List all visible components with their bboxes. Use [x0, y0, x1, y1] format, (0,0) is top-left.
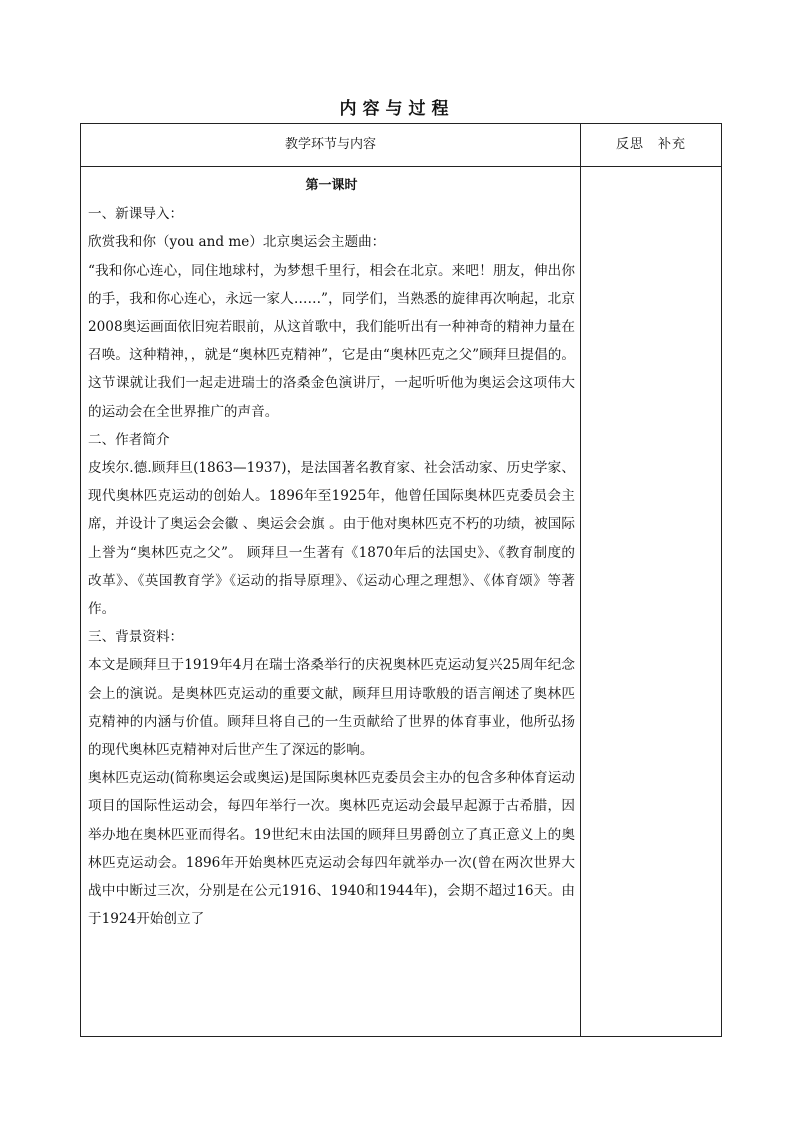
background-paragraph-2: 奥林匹克运动(简称奥运会或奥运)是国际奥林匹克委员会主办的包含多种体育运动项目的国际性运动会，每四年举行一次。奥林匹克运动会最早起源于古希腊，因举办地在奥林匹亚而得名。19世纪末由法国的顾拜旦男爵创立了真正意义上的奥林匹克运动会。1896年开始奥林匹克运动会每四年就举办一次(曾在两次世界大战中中断过三次，分别是在公元1916、1940和1944年)，会期不超过16天。由于1924开始创立了 [88, 770, 575, 928]
column-divider [580, 124, 581, 1036]
header-teaching-content: 教学环节与内容 [284, 137, 376, 152]
lesson-heading: 第一课时 [305, 178, 358, 193]
section-heading-background: 三、背景资料： [88, 629, 184, 646]
lesson-table [80, 123, 722, 1037]
section-heading-intro: 一、新课导入： [88, 206, 184, 223]
author-paragraph: 皮埃尔.德.顾拜旦(1863—1937)，是法国著名教育家、社会活动家、历史学家、现代奥林匹克运动的创始人。1896年至1925年，他曾任国际奥林匹克委员会主席，并设计了奥运会会徽 、奥运会会旗 。由于他对奥林匹克不朽的功绩，被国际上誉为“奥林匹克之父”。 顾拜旦一生著有《1870年后的法国史》、《教育制度的改革》、《英国教育学》《运动的指导原理》、《运动心理之理想》、《体育颂》等著作。 [88, 460, 575, 618]
header-divider [81, 166, 721, 167]
section-heading-author: 二、作者简介 [88, 431, 170, 448]
intro-line: 欣赏我和你（you and me）北京奥运会主题曲： [88, 234, 386, 251]
page-title: 内容与过程 [339, 99, 455, 119]
intro-paragraph: “我和你心连心，同住地球村，为梦想千里行，相会在北京。来吧！朋友，伸出你的手，我和你心连心，永远一家人……”，同学们，当熟悉的旋律再次响起，北京2008奥运画面依旧宛若眼前，从这首歌中，我们能听出有一种神奇的精神力量在召唤。这种精神，，就是“奥林匹克精神”，它是由“奥林匹克之父”顾拜旦提倡的。这节课就让我们一起走进瑞士的洛桑金色演讲厅，一起听听他为奥运会这项伟大的运动会在全世界推广的声音。 [88, 262, 575, 420]
header-reflection: 反思 补充 [615, 137, 686, 152]
background-paragraph-1: 本文是顾拜旦于1919年4月在瑞士洛桑举行的庆祝奥林匹克运动复兴25周年纪念会上的演说。是奥林匹克运动的重要文献，顾拜旦用诗歌般的语言阐述了奥林匹克精神的内涵与价值。顾拜旦将自己的一生贡献给了世界的体育事业，他所弘扬的现代奥林匹克精神对后世产生了深远的影响。 [88, 657, 575, 759]
main-content-cell [88, 172, 575, 933]
